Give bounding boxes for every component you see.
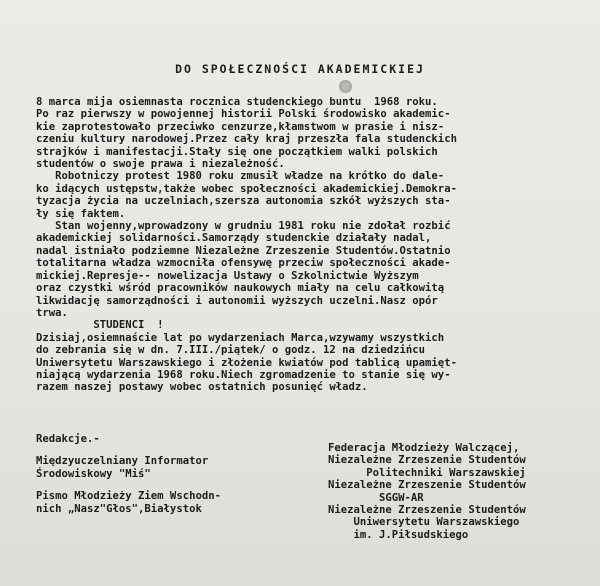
signatures-right <box>328 436 596 541</box>
body-line: likwidację samorządności i autonomii wyższych uczelni.Nasz opór <box>36 294 438 307</box>
body-line: do zebrania się w dn. 7.III./piątek/ o godz. 12 na dziedzińcu <box>36 344 426 357</box>
body-line: totalitarna władza wzmocniła ofensywę przeciw społeczności akade- <box>36 257 451 270</box>
body-line: niającą wydarzenia 1968 roku.Niech zgromadzenie to stanie się wy- <box>36 368 451 381</box>
body-line: razem naszej postawy wobec ostatnich posunięć władz. <box>36 381 368 394</box>
punch-hole <box>339 80 352 93</box>
signature-line: Pismo Młodzieży Ziem Wschodn- <box>36 490 221 503</box>
signature-line: SGGW-AR <box>328 491 424 504</box>
signature-line: Federacja Młodzieży Walczącej, <box>328 442 520 454</box>
signature-line: Niezależne Zrzeszenie Studentów <box>328 454 526 467</box>
editorial-label: Redakcje.- <box>36 433 100 445</box>
body-line: czeniu kultury narodowej.Przez cały kraj przeszła fala studenckich <box>36 133 457 146</box>
body-line: Dzisiaj,osiemnaście lat po wydarzeniach Marca,wzywamy wszystkich <box>36 331 445 344</box>
body-line: Stan wojenny,wprowadzony w grudniu 1981 roku nie zdołał rozbić <box>36 220 451 233</box>
signature-line: nich „Nasz"Głos",Białystok <box>36 502 202 515</box>
document-title: DO SPOŁECZNOŚCI AKADEMICKIEJ <box>175 62 425 76</box>
body-line: mickiej.Represje-- nowelizacja Ustawy o Szkolnictwie Wyższym <box>36 269 419 282</box>
body-line: Robotniczy protest 1980 roku zmusił władze na krótko do dale- <box>36 170 445 183</box>
body-line: nadal istniało podziemne Niezależne Zrzeszenie Studentów.Ostatnio <box>36 244 451 257</box>
body-line: ły się faktem. <box>36 207 126 220</box>
body-line: 8 marca mija osiemnasta rocznica studenckiego buntu 1968 roku. <box>36 96 438 108</box>
body-line: akademickiej solidarności.Samorządy studenckie działały nadal, <box>36 232 432 245</box>
signatures-left <box>36 433 286 515</box>
body-line: oraz czystki wśród pracowników naukowych miały na celu całkowitą <box>36 282 445 295</box>
body-line: Uniwersytetu Warszawskiego i złożenie kwiatów pod tablicą upamięt- <box>36 356 457 369</box>
body-line: STUDENCI ! <box>36 319 164 332</box>
signature-line: Środowiskowy "Miś" <box>36 467 151 480</box>
signature-line: Niezależne Zrzeszenie Studentów <box>328 504 526 517</box>
body-line: strajków i manifestacji.Stały się one początkiem walki polskich <box>36 145 438 158</box>
body-text <box>36 96 596 394</box>
body-line: ko idących ustępstw,także wobec społeczności akademickiej.Demokra- <box>36 182 457 195</box>
body-line: Po raz pierwszy w powojennej historii Polski środowisko akademic- <box>36 108 451 121</box>
signature-line: Międzyuczelniany Informator <box>36 455 209 468</box>
body-line: trwa. <box>36 306 68 319</box>
signature-line: Niezależne Zrzeszenie Studentów <box>328 479 526 492</box>
body-line: kie zaprotestowało przeciwko cenzurze,kłamstwom w prasie i nisz- <box>36 120 445 133</box>
signature-line: Politechniki Warszawskiej <box>328 466 526 479</box>
body-line: tyzacja życia na uczelniach,szersza autonomia szkół wyższych sta- <box>36 195 451 208</box>
body-line: studentów o swoje prawa i niezależność. <box>36 158 285 171</box>
signature-line: Uniwersytetu Warszawskiego <box>328 516 520 529</box>
signature-line: im. J.Piłsudskiego <box>328 528 469 541</box>
